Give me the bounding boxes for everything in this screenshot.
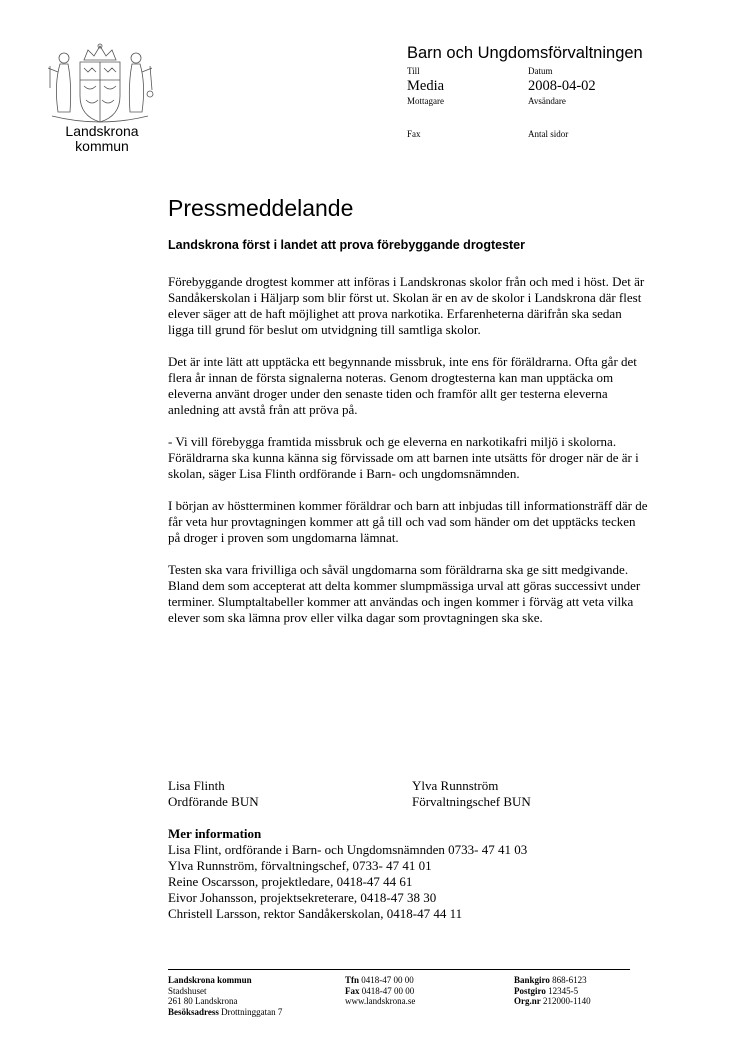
contact-line: Lisa Flint, ordförande i Barn- och Ungdomsnämnden 0733- 47 41 03 <box>168 842 528 857</box>
signature-role: Ordförande BUN <box>168 794 259 809</box>
footer-postgiro-label: Postgiro <box>514 985 546 996</box>
fax-label: Fax <box>407 129 421 139</box>
paragraph: Det är inte lätt att upptäcka ett begynnande missbruk, inte ens för föräldrarna. Ofta går det flera år innan de första signalerna noteras. Genom drogtesterna kan man upptäcka om eleverna använt droger under den senaste tiden och framför allt ger testerna eleverna anledning att avstå från att pröva på. <box>168 354 637 417</box>
footer-org-name: Landskrona kommun <box>168 975 252 985</box>
footer-address <box>168 975 282 1017</box>
footer-orgnr-value: 212000-1140 <box>543 996 591 1006</box>
footer-fax-value: 0418-47 00 00 <box>361 985 415 996</box>
paragraph: - Vi vill förebygga framtida missbruk och ge eleverna en narkotikafri miljö i skolorna. Föräldrarna ska kunna känna sig förvissade om att barnen inte utsätts för droger när de är i skolan, säger Lisa Flinth ordförande i Barn- och ungdomsnämnden. <box>168 434 639 481</box>
antal-sidor-label: Antal sidor <box>528 129 569 139</box>
avsandare-label: Avsändare <box>528 96 566 106</box>
logo-line-2: kommun <box>75 138 129 154</box>
footer-tfn-label: Tfn <box>345 975 360 985</box>
signature-name: Lisa Flinth <box>168 778 225 793</box>
signature-right <box>412 778 531 810</box>
footer-contact <box>345 975 415 1007</box>
footer-tfn-value: 0418-47 00 00 <box>361 975 414 985</box>
signature-role: Förvaltningschef BUN <box>412 794 531 809</box>
paragraph: Testen ska vara frivilliga och såväl ungdomarna som föräldrarna ska ge sitt medgivande. Bland dem som accepterat att delta kommer slumpmässiga urval att göras successivt under terminer. Slumptaltabeller kommer att användas och ingen kommer i förväg att veta vilka elever som ska lämna prov eller vilka dagar som provtagningen ska ske. <box>168 562 641 625</box>
till-label: Till <box>407 66 420 76</box>
contact-line: Christell Larsson, rektor Sandåkerskolan, 0418-47 44 11 <box>168 906 463 921</box>
footer-bankgiro-value: 868-6123 <box>552 975 587 985</box>
till-value: Media <box>407 78 445 94</box>
footer-postal: 261 80 Landskrona <box>168 996 238 1006</box>
mottagare-label: Mottagare <box>407 96 444 106</box>
contact-line: Ylva Runnström, förvaltningschef, 0733- 47 41 01 <box>168 858 432 873</box>
logo-line-1: Landskrona <box>65 123 139 139</box>
contact-line: Reine Oscarsson, projektledare, 0418-47 44 61 <box>168 874 413 889</box>
footer-street: Stadshuset <box>168 985 207 996</box>
headline: Landskrona först i landet att prova förebyggande drogtester <box>168 238 526 252</box>
footer-divider <box>168 969 630 970</box>
page-title: Pressmeddelande <box>168 195 354 221</box>
signature-name: Ylva Runnström <box>412 778 499 793</box>
contact-line: Eivor Johansson, projektsekreterare, 0418-47 38 30 <box>168 890 437 905</box>
contact-heading: Mer information <box>168 826 262 841</box>
paragraph: I början av höstterminen kommer föräldrar och barn att inbjudas till informationsträff där de får veta hur provtagningen kommer att gå till och vad som händer om det upptäcks tecken på droger i proven som ungdomarna lämnat. <box>168 498 648 545</box>
department-name: Barn och Ungdomsförvaltningen <box>407 44 643 62</box>
paragraph: Förebyggande drogtest kommer att införas i Landskronas skolor från och med i höst. Det är Sandåkerskolan i Häljarp som blir först ut. Skolan är en av de skolor i Landskrona där flest elever säger att de haft möjlighet att prova narkotika. Erfarenheterna därifrån ska sedan ligga till grund för beslut om utvidgning till samtliga skolor. <box>168 274 645 337</box>
footer-postgiro-value: 12345-5 <box>548 985 579 996</box>
footer-orgnr-label: Org.nr <box>514 996 541 1006</box>
footer-bank <box>514 975 591 1007</box>
datum-value: 2008-04-02 <box>528 78 596 94</box>
footer-visit-value: Drottninggatan 7 <box>221 1006 283 1017</box>
contact-info <box>168 826 527 922</box>
coat-of-arms-icon <box>40 38 160 128</box>
footer-fax-label: Fax <box>345 985 360 996</box>
footer-visit-label: Besöksadress <box>168 1006 219 1017</box>
logo-name <box>52 124 152 154</box>
datum-label: Datum <box>528 66 553 76</box>
footer-bankgiro-label: Bankgiro <box>514 975 550 985</box>
body-text <box>168 274 648 642</box>
footer-web-link[interactable]: www.landskrona.se <box>345 996 416 1006</box>
signature-left <box>168 778 259 810</box>
